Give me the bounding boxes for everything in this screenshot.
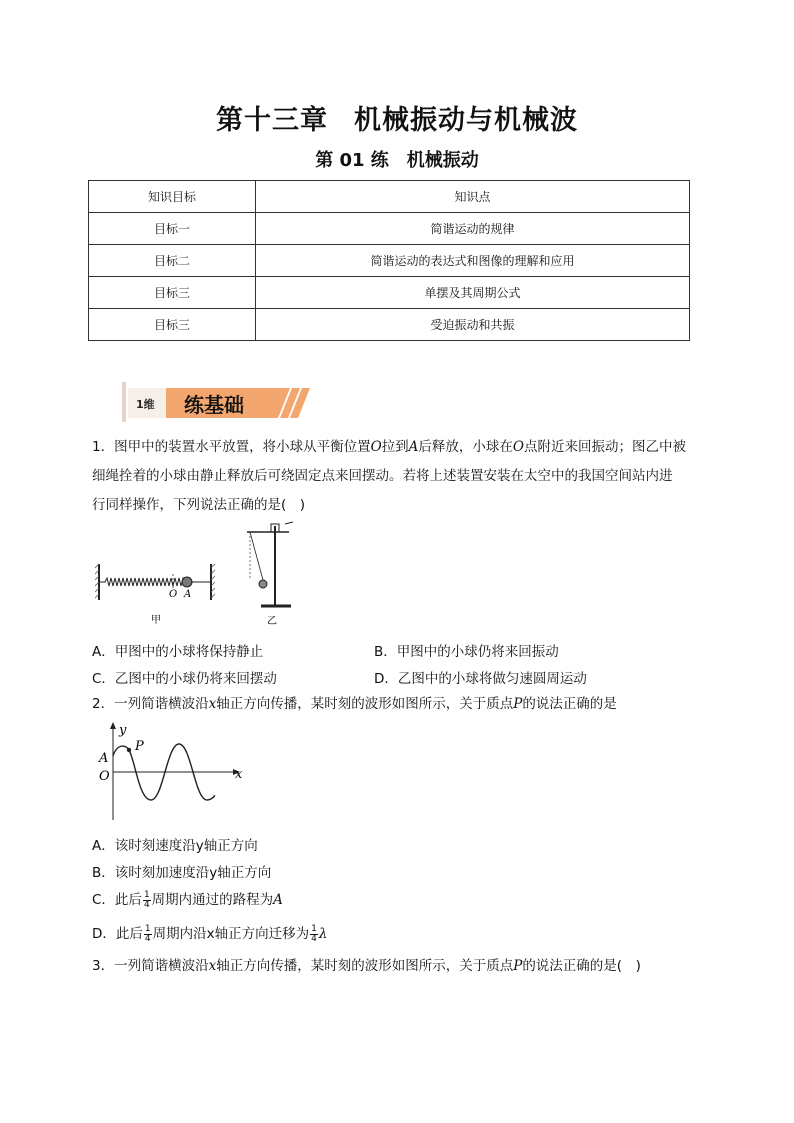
q2-option-a[interactable]: A．该时刻速度沿y轴正方向 (92, 838, 258, 854)
option-text: C．此后 (92, 892, 142, 908)
label-O: O (99, 769, 110, 784)
table-cell: 目标一 (89, 213, 256, 245)
ball (182, 577, 192, 587)
table-cell: 单摆及其周期公式 (256, 277, 690, 309)
option-text: 周期内通过的路程为 (151, 892, 274, 908)
var-P: P (513, 958, 523, 974)
table-cell: 目标二 (89, 245, 256, 277)
table-cell: 简谐运动的表达式和图像的理解和应用 (256, 245, 690, 277)
table-header-cell: 知识点 (256, 181, 690, 213)
label-P: P (135, 739, 144, 754)
banner-label: 练基础 (184, 393, 244, 417)
question-1-line-2: 细绳拴着的小球由静止释放后可绕固定点来回摆动。若将上述装置安装在太空中的我国空间站内进 (92, 468, 673, 484)
question-text: ．图甲中的装置水平放置，将小球从平衡位置 (100, 439, 371, 455)
var-P: P (513, 696, 523, 712)
var-O: O (512, 439, 524, 455)
q1-option-c[interactable]: C．乙图中的小球仍将来回摆动 (92, 671, 277, 687)
table-header-row (89, 181, 690, 213)
section-topic: 机械振动 (406, 150, 479, 171)
section-number: 第 01 练 (315, 150, 389, 171)
question-text: 的说法正确的是( ) (522, 958, 641, 974)
question-text: 轴正方向传播，某时刻的波形如图所示，关于质点 (216, 958, 514, 974)
label-y: y (119, 723, 127, 738)
q1-figure (95, 518, 305, 630)
fraction-quarter (310, 925, 318, 944)
question-1-line-1 (92, 433, 712, 462)
label-O: O (169, 589, 178, 600)
table-header-cell: 知识目标 (89, 181, 256, 213)
banner-badge: 1维 (136, 398, 155, 411)
table-row (89, 277, 690, 309)
table-row (89, 245, 690, 277)
question-text: 点附近来回振动；图乙中被 (524, 439, 686, 455)
question-text: ．一列简谐横波沿 (100, 696, 209, 712)
question-text: 轴正方向传播，某时刻的波形如图所示，关于质点 (216, 696, 514, 712)
table-row (89, 213, 690, 245)
fraction-denominator: 4 (143, 899, 150, 910)
var-x: x (208, 958, 217, 974)
var-A: A (408, 439, 419, 455)
section-title (0, 146, 794, 172)
fraction-numerator: 1 (311, 923, 317, 934)
fraction-quarter (144, 925, 152, 944)
table-cell: 目标三 (89, 277, 256, 309)
q2-option-c[interactable] (92, 888, 283, 910)
label-A: A (99, 751, 109, 766)
question-number: 2 (92, 696, 101, 712)
spring (100, 578, 189, 586)
var-A: A (273, 892, 283, 908)
wave-figure (95, 718, 255, 824)
question-number: 3 (92, 958, 101, 974)
var-x: x (208, 696, 217, 712)
banner-left-bar (122, 382, 126, 422)
q1-option-a[interactable]: A．甲图中的小球将保持静止 (92, 644, 264, 660)
table-cell: 简谐运动的规律 (256, 213, 690, 245)
var-O: O (370, 439, 382, 455)
label-jia: 甲 (151, 615, 161, 626)
label-yi: 乙 (267, 616, 277, 627)
fraction-numerator: 1 (144, 923, 151, 934)
table-row (89, 309, 690, 341)
point-p (127, 748, 131, 752)
fraction-denominator: 4 (311, 933, 317, 944)
question-1 (92, 433, 712, 520)
question-3 (92, 952, 712, 981)
pendulum-string (250, 532, 263, 580)
table-cell: 受迫振动和共振 (256, 309, 690, 341)
chapter-topic: 机械振动与机械波 (354, 105, 578, 136)
y-axis-arrow (110, 722, 116, 729)
label-x: x (235, 767, 243, 782)
question-text: 的说法正确的是 (522, 696, 617, 712)
question-text: ．一列简谐横波沿 (100, 958, 209, 974)
fraction-quarter (143, 891, 151, 910)
q2-option-d[interactable] (92, 922, 327, 944)
stand-screw (285, 522, 293, 524)
goals-table (88, 180, 690, 341)
q1-option-b[interactable]: B．甲图中的小球仍将来回振动 (374, 644, 559, 660)
chapter-title (0, 98, 794, 137)
label-A: A (184, 589, 192, 600)
question-2 (92, 690, 712, 719)
fraction-numerator: 1 (143, 889, 150, 900)
pendulum-bob (259, 580, 267, 588)
table-cell: 目标三 (89, 309, 256, 341)
fraction-denominator: 4 (144, 933, 151, 944)
section-banner (122, 380, 312, 424)
question-number: 1 (92, 439, 101, 455)
question-1-line-3: 行同样操作，下列说法正确的是( ) (92, 497, 306, 513)
chapter-number: 第十三章 (216, 105, 328, 136)
option-text: 周期内沿x轴正方向迁移为 (152, 926, 310, 942)
question-text: 后释放，小球在 (418, 439, 513, 455)
question-text: 拉到 (381, 439, 409, 455)
q1-option-d[interactable]: D．乙图中的小球将做匀速圆周运动 (374, 671, 587, 687)
var-lambda: λ (318, 926, 328, 942)
option-text: D．此后 (92, 926, 143, 942)
q2-option-b[interactable]: B．该时刻加速度沿y轴正方向 (92, 865, 272, 881)
